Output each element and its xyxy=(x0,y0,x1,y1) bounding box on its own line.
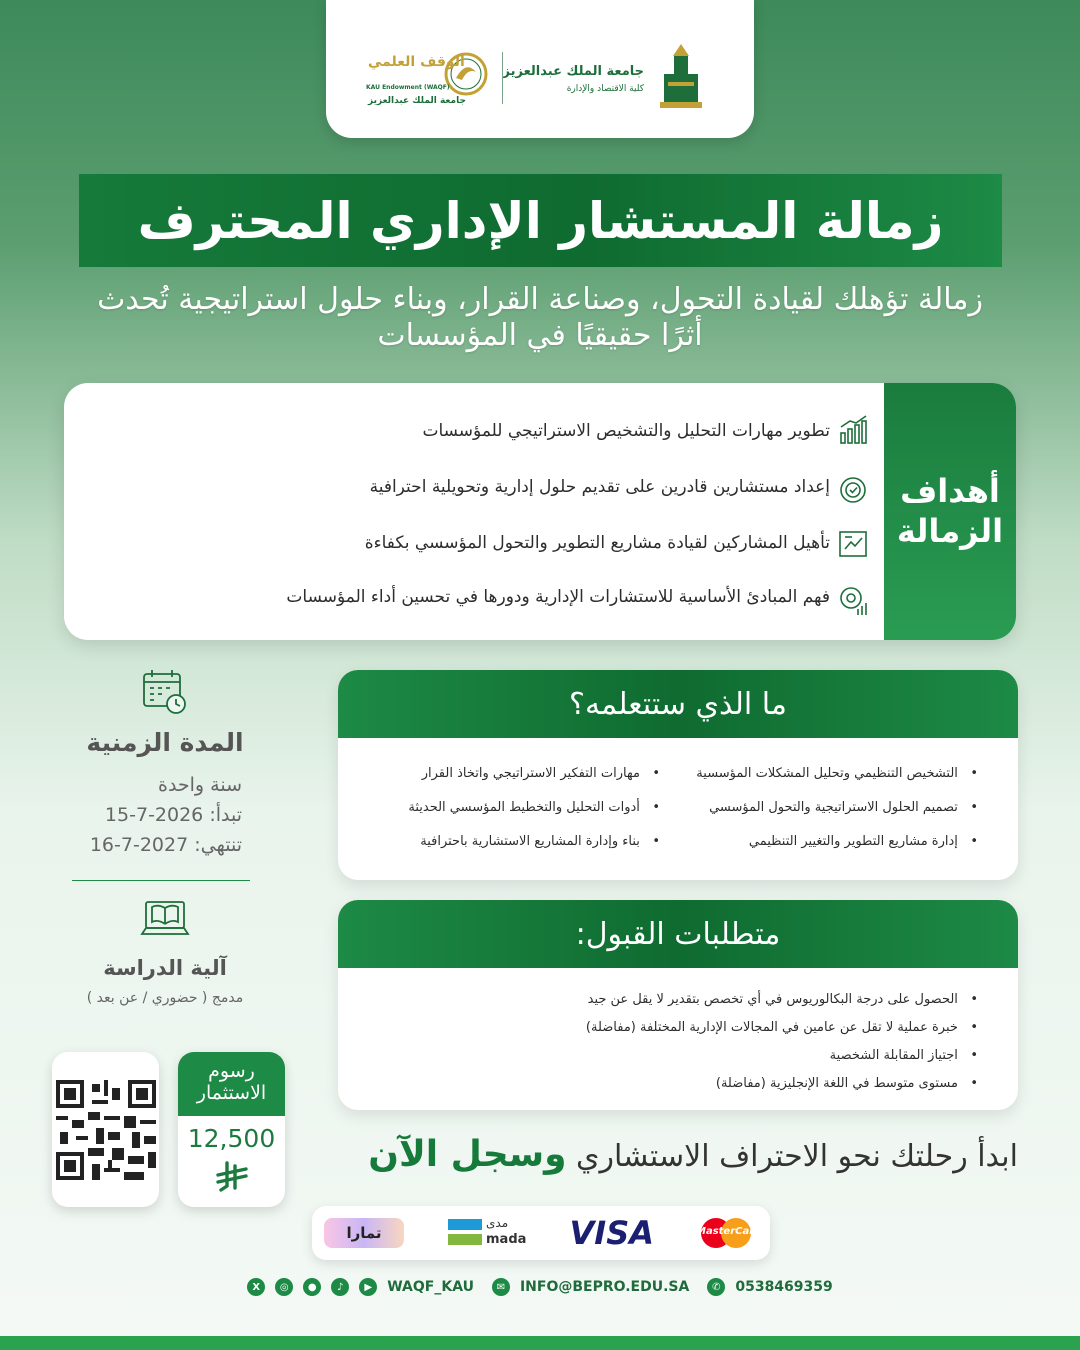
duration-title: المدة الزمنية xyxy=(86,728,244,757)
mada-blue-bar xyxy=(448,1219,482,1230)
laptop-book-icon xyxy=(140,898,190,940)
page-subtitle: زمالة تؤهلك لقيادة التحول، وصناعة القرار، وبناء حلول استراتيجية تُحدث أثرًا حقيقيًا في المؤسسات xyxy=(97,282,983,353)
mada-ar-label: مدى xyxy=(486,1216,509,1230)
title-band xyxy=(79,174,1002,267)
requirement-item: • خبرة عملية لا تقل عن عامين في المجالات الإدارية المختلفة (مفاضلة) xyxy=(585,1020,978,1035)
mada-logo xyxy=(448,1216,526,1250)
qr-code-icon xyxy=(56,1080,156,1180)
duration-start: تبدأ: 2026-7-15 xyxy=(104,804,242,826)
goals-side-panel xyxy=(884,383,1016,640)
requirement-item: • الحصول على درجة البكالوريوس في أي تخصص بتقدير لا يقل عن جيد xyxy=(587,992,978,1007)
goals-card xyxy=(64,383,1016,640)
bottom-accent-bar xyxy=(0,1336,1080,1350)
duration-length: سنة واحدة xyxy=(157,774,242,796)
learn-item: • إدارة مشاريع التطوير والتغيير التنظيمي xyxy=(748,834,978,849)
goal-item-3: تأهيل المشاركين لقيادة مشاريع التطوير والتحول المؤسسي بكفاءة xyxy=(364,533,830,553)
contact-row xyxy=(0,1278,1080,1296)
gear-check-icon xyxy=(836,473,870,507)
kau-name: جامعة الملك عبدالعزيز xyxy=(502,64,644,79)
requirements-title: متطلبات القبول: xyxy=(338,900,1018,968)
study-mode-title: آلية الدراسة xyxy=(103,956,227,980)
phone-number[interactable]: 0538469359 xyxy=(735,1279,833,1295)
social-handle[interactable]: WAQF_KAU xyxy=(387,1279,474,1295)
requirement-item: • اجتياز المقابلة الشخصية xyxy=(829,1048,978,1063)
goal-item-1: تطوير مهارات التحليل والتشخيص الاستراتيجي للمؤسسات xyxy=(422,421,830,441)
page-title: زمالة المستشار الإداري المحترف xyxy=(137,191,944,250)
x-twitter-icon[interactable]: X xyxy=(247,1278,265,1296)
learn-item: • أدوات التحليل والتخطيط المؤسسي الحديثة xyxy=(408,800,660,815)
goal-item-2: إعداد مستشارين قادرين على تقديم حلول إدارية وتحويلية احترافية xyxy=(369,477,830,497)
mastercard-label: MasterCard xyxy=(696,1226,762,1237)
waqf-en-name: KAU Endowment (WAQF) xyxy=(366,84,450,91)
waqf-name: الوقف العلمي xyxy=(368,54,465,70)
learn-item: • التشخيص التنظيمي وتحليل المشكلات المؤسسية xyxy=(696,766,978,781)
fee-label: رسوم الاستثمار xyxy=(178,1052,285,1116)
growth-chart-icon xyxy=(836,413,870,447)
learn-item: • بناء وإدارة المشاريع الاستشارية باحترافية xyxy=(420,834,660,849)
youtube-icon[interactable]: ▶ xyxy=(359,1278,377,1296)
kau-emblem-icon xyxy=(656,44,706,110)
riyal-symbol-glyph xyxy=(215,1160,249,1194)
payment-methods-bar xyxy=(312,1206,770,1260)
learn-item: • تصميم الحلول الاستراتيجية والتحول المؤسسي xyxy=(709,800,978,815)
requirements-card xyxy=(338,900,1018,1110)
header-logo-card xyxy=(326,0,754,138)
mada-green-bar xyxy=(448,1234,482,1245)
phone-icon: ✆ xyxy=(707,1278,725,1296)
mada-en-label: mada xyxy=(486,1232,527,1247)
requirement-item: • مستوى متوسط في اللغة الإنجليزية (مفاضلة) xyxy=(715,1076,978,1091)
instagram-icon[interactable]: ◎ xyxy=(275,1278,293,1296)
fee-amount: 12,500 xyxy=(187,1124,276,1153)
email-icon: ✉ xyxy=(492,1278,510,1296)
project-board-icon xyxy=(836,527,870,561)
tamara-logo: تمارا xyxy=(324,1218,404,1248)
mastercard-logo xyxy=(696,1216,762,1250)
email-address[interactable]: INFO@BEPRO.EDU.SA xyxy=(519,1279,690,1295)
learn-card xyxy=(338,670,1018,880)
visa-logo: VISA xyxy=(569,1214,654,1252)
kau-faculty: كلية الاقتصاد والإدارة xyxy=(566,84,644,94)
left-divider xyxy=(72,880,250,881)
registration-qr-code[interactable] xyxy=(52,1052,159,1207)
register-now-highlight[interactable]: وسجل الآن xyxy=(368,1134,567,1175)
learn-item: • مهارات التفكير الاستراتيجي واتخاذ القرار xyxy=(421,766,660,781)
goal-item-4: فهم المبادئ الأساسية للاستشارات الإدارية ودورها في تحسين أداء المؤسسات xyxy=(286,587,830,607)
waqf-university: جامعة الملك عبدالعزيز xyxy=(368,96,466,106)
logo-divider xyxy=(502,52,503,104)
learn-title: ما الذي ستتعلمه؟ xyxy=(338,670,1018,738)
study-mode-value: مدمج ( حضوري / عن بعد ) xyxy=(86,990,244,1006)
goals-label: أهداف الزمالة xyxy=(896,472,1004,550)
calendar-clock-icon xyxy=(140,668,188,716)
fee-card xyxy=(178,1052,285,1207)
tiktok-icon[interactable]: ♪ xyxy=(331,1278,349,1296)
riyal-symbol-icon xyxy=(178,1160,285,1202)
snapchat-icon[interactable]: ● xyxy=(303,1278,321,1296)
cta-text: ابدأ رحلتك نحو الاحتراف الاستشاري وسجل الآن xyxy=(368,1134,1018,1175)
consulting-gear-icon xyxy=(836,583,870,617)
duration-end: تنتهي: 2027-7-16 xyxy=(89,834,242,856)
